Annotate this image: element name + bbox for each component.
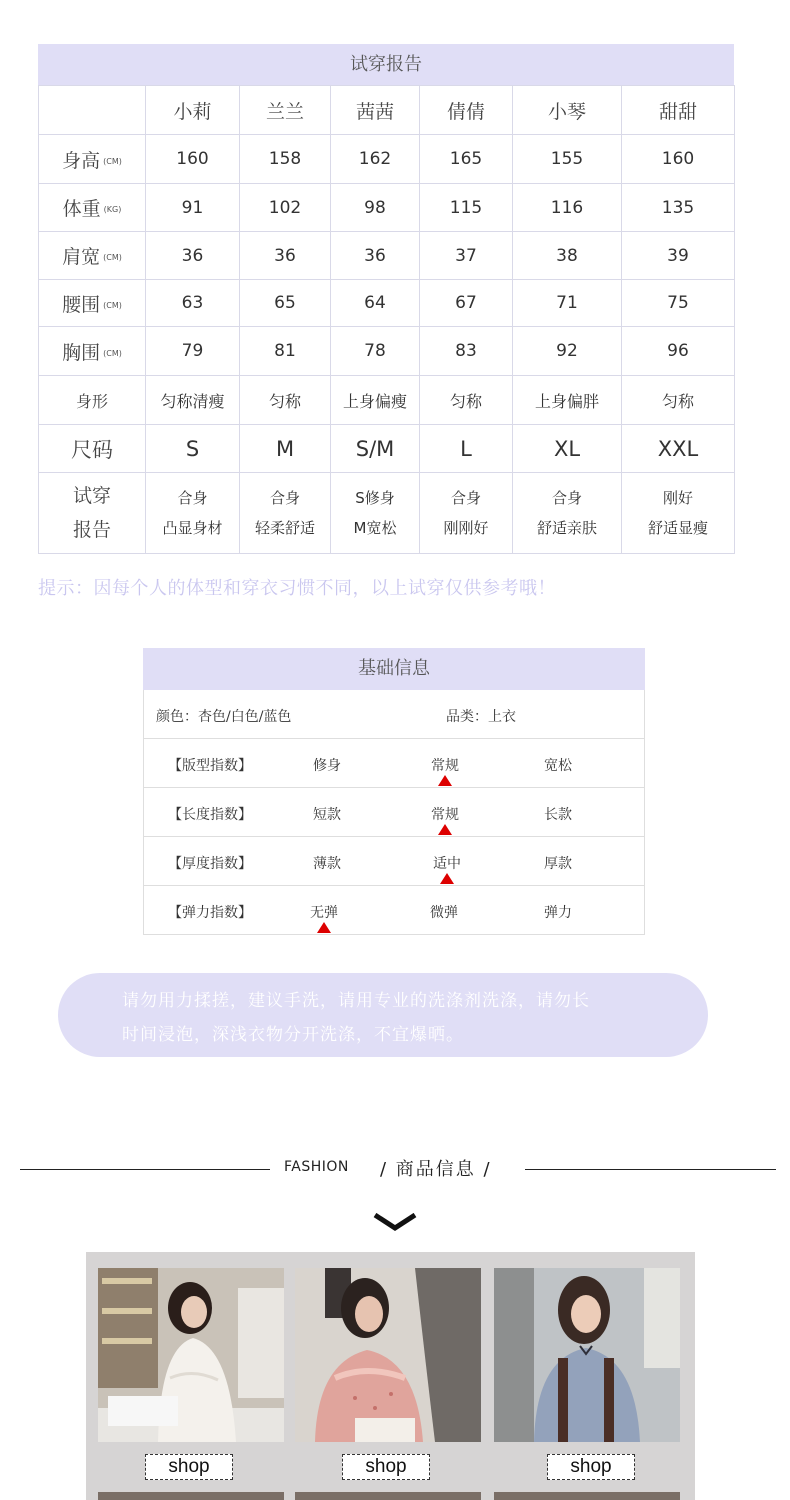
- care-instructions: [58, 973, 708, 1057]
- table-cell: 75: [622, 280, 735, 327]
- table-cell: 67: [420, 280, 513, 327]
- table-cell: 79: [146, 327, 240, 376]
- table-cell: 合身 轻柔舒适: [240, 473, 331, 554]
- chevron-down-icon: [372, 1213, 418, 1231]
- index-label: 【长度指数】: [168, 807, 252, 823]
- fit-report-table: [38, 85, 735, 554]
- table-cell: 刚好 舒适显瘦: [622, 473, 735, 554]
- table-cell: 135: [622, 184, 735, 232]
- row-label: 身高 (CM): [39, 135, 146, 184]
- table-cell: 36: [240, 232, 331, 280]
- category-info: 品类：上衣: [446, 709, 516, 725]
- section-header-cn: / 商品信息 /: [380, 1159, 492, 1180]
- table-header-row: [39, 86, 735, 135]
- index-option: 常规: [431, 807, 459, 823]
- care-line: 时间浸泡，深浅衣物分开洗涤，不宜爆晒。: [122, 1025, 464, 1045]
- shop-button[interactable]: shop: [145, 1454, 233, 1480]
- header-corner-cell: [39, 86, 146, 135]
- fit-report-title: 试穿报告: [38, 44, 734, 85]
- product-photo[interactable]: [295, 1268, 481, 1442]
- selected-marker: [317, 922, 331, 933]
- person-name: 兰兰: [240, 86, 331, 135]
- table-cell: M: [240, 425, 331, 473]
- table-cell: L: [420, 425, 513, 473]
- table-cell: S/M: [331, 425, 420, 473]
- table-row-verdict: [39, 473, 735, 554]
- index-row: [143, 739, 645, 788]
- divider-line: [20, 1169, 270, 1170]
- index-option: 弹力: [544, 905, 572, 921]
- section-header: [0, 1150, 790, 1190]
- row-label: 尺码: [39, 425, 146, 473]
- index-option: 无弹: [310, 905, 338, 921]
- fit-tip: 提示：因每个人的体型和穿衣习惯不同，以上试穿仅供参考哦！: [38, 578, 556, 599]
- table-cell: 160: [622, 135, 735, 184]
- index-option: 修身: [313, 758, 341, 774]
- person-name: 小莉: [146, 86, 240, 135]
- section-header-en: FASHION: [284, 1159, 349, 1175]
- table-cell: 158: [240, 135, 331, 184]
- person-name: 甜甜: [622, 86, 735, 135]
- index-option: 宽松: [544, 758, 572, 774]
- row-label: 试穿 报告: [39, 473, 146, 554]
- table-cell: S修身 M宽松: [331, 473, 420, 554]
- table-cell: 匀称: [240, 376, 331, 425]
- table-cell: S: [146, 425, 240, 473]
- row-label: 体重 (KG): [39, 184, 146, 232]
- table-cell: 115: [420, 184, 513, 232]
- table-cell: 38: [513, 232, 622, 280]
- index-option: 适中: [433, 856, 461, 872]
- table-cell: 83: [420, 327, 513, 376]
- table-cell: 匀称: [420, 376, 513, 425]
- table-cell: 65: [240, 280, 331, 327]
- index-label: 【弹力指数】: [168, 905, 252, 921]
- row-label: 腰围 (CM): [39, 280, 146, 327]
- index-option: 长款: [544, 807, 572, 823]
- index-option: 短款: [313, 807, 341, 823]
- product-photo-partial[interactable]: [494, 1492, 680, 1500]
- table-cell: 98: [331, 184, 420, 232]
- table-cell: 合身 舒适亲肤: [513, 473, 622, 554]
- table-cell: 160: [146, 135, 240, 184]
- row-label: 肩宽 (CM): [39, 232, 146, 280]
- index-option: 微弹: [430, 905, 458, 921]
- index-option: 厚款: [544, 856, 572, 872]
- selected-marker: [440, 873, 454, 884]
- selected-marker: [438, 775, 452, 786]
- index-row: [143, 788, 645, 837]
- index-option: 常规: [431, 758, 459, 774]
- basic-info: [143, 648, 645, 935]
- table-row-weight: [39, 184, 735, 232]
- table-cell: 64: [331, 280, 420, 327]
- table-cell: 155: [513, 135, 622, 184]
- table-cell: 上身偏瘦: [331, 376, 420, 425]
- table-cell: 116: [513, 184, 622, 232]
- shop-button[interactable]: shop: [342, 1454, 430, 1480]
- table-cell: 63: [146, 280, 240, 327]
- table-cell: 匀称: [622, 376, 735, 425]
- index-option: 薄款: [313, 856, 341, 872]
- product-photo[interactable]: [494, 1268, 680, 1442]
- table-row-waist: [39, 280, 735, 327]
- table-row-shoulder: [39, 232, 735, 280]
- divider-line: [525, 1169, 776, 1170]
- row-label: 胸围 (CM): [39, 327, 146, 376]
- table-row-chest: [39, 327, 735, 376]
- table-cell: 36: [331, 232, 420, 280]
- table-cell: 匀称清瘦: [146, 376, 240, 425]
- table-cell: 91: [146, 184, 240, 232]
- table-cell: 162: [331, 135, 420, 184]
- table-cell: 102: [240, 184, 331, 232]
- table-cell: 71: [513, 280, 622, 327]
- table-cell: XL: [513, 425, 622, 473]
- table-cell: 92: [513, 327, 622, 376]
- product-photo-partial[interactable]: [295, 1492, 481, 1500]
- table-row-shape: [39, 376, 735, 425]
- color-info: 颜色：杏色/白色/蓝色: [156, 709, 292, 725]
- table-cell: 78: [331, 327, 420, 376]
- product-gallery: [86, 1252, 695, 1500]
- table-row-height: [39, 135, 735, 184]
- table-cell: 165: [420, 135, 513, 184]
- product-photo[interactable]: [98, 1268, 284, 1442]
- basic-info-summary: [143, 690, 645, 739]
- index-row: [143, 837, 645, 886]
- index-row: [143, 886, 645, 935]
- index-label: 【版型指数】: [168, 758, 252, 774]
- selected-marker: [438, 824, 452, 835]
- table-cell: 96: [622, 327, 735, 376]
- table-cell: 81: [240, 327, 331, 376]
- product-photo-partial[interactable]: [98, 1492, 284, 1500]
- basic-info-title: 基础信息: [143, 648, 645, 690]
- table-cell: 37: [420, 232, 513, 280]
- table-row-size: [39, 425, 735, 473]
- index-label: 【厚度指数】: [168, 856, 252, 872]
- person-name: 茜茜: [331, 86, 420, 135]
- care-line: 请勿用力揉搓，建议手洗，请用专业的洗涤剂洗涤，请勿长: [122, 991, 590, 1011]
- table-cell: 39: [622, 232, 735, 280]
- table-cell: XXL: [622, 425, 735, 473]
- table-cell: 上身偏胖: [513, 376, 622, 425]
- person-name: 小琴: [513, 86, 622, 135]
- row-label: 身形: [39, 376, 146, 425]
- shop-button[interactable]: shop: [547, 1454, 635, 1480]
- fit-report: [38, 44, 734, 554]
- table-cell: 合身 刚刚好: [420, 473, 513, 554]
- table-cell: 合身 凸显身材: [146, 473, 240, 554]
- person-name: 倩倩: [420, 86, 513, 135]
- table-cell: 36: [146, 232, 240, 280]
